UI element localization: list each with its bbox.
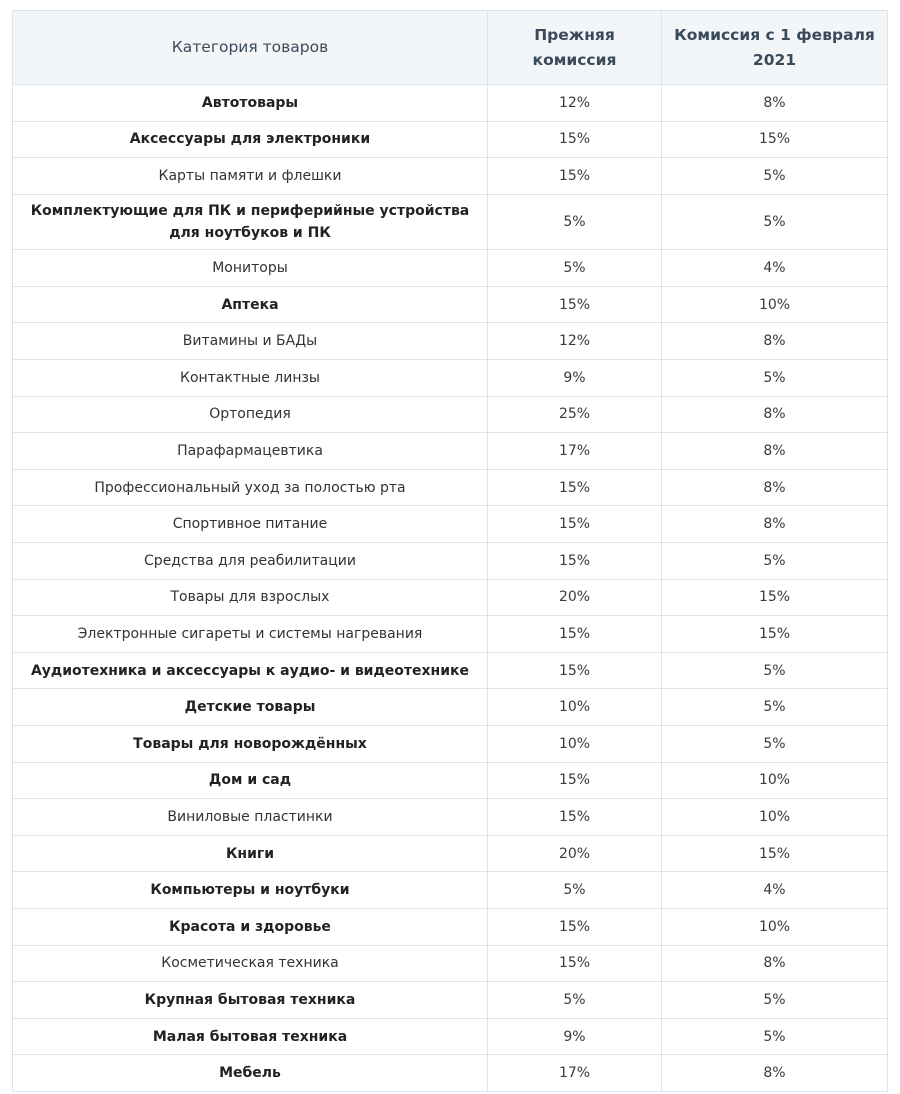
table-row <box>13 396 888 433</box>
table-row <box>13 250 888 287</box>
table-row <box>13 158 888 195</box>
new-commission-cell: 5% <box>662 982 888 1019</box>
table-row <box>13 689 888 726</box>
table-row <box>13 908 888 945</box>
table-row <box>13 872 888 909</box>
category-cell: Крупная бытовая техника <box>13 982 488 1019</box>
table-row <box>13 506 888 543</box>
category-cell: Косметическая техника <box>13 945 488 982</box>
old-commission-cell: 12% <box>488 85 662 122</box>
new-commission-cell: 4% <box>662 250 888 287</box>
old-commission-cell: 9% <box>488 360 662 397</box>
old-commission-cell: 15% <box>488 762 662 799</box>
new-commission-cell: 15% <box>662 835 888 872</box>
new-commission-cell: 5% <box>662 360 888 397</box>
old-commission-cell: 10% <box>488 689 662 726</box>
category-cell: Карты памяти и флешки <box>13 158 488 195</box>
table-row <box>13 579 888 616</box>
category-cell: Товары для новорождённых <box>13 726 488 763</box>
table-row <box>13 799 888 836</box>
category-cell: Автотовары <box>13 85 488 122</box>
category-cell: Товары для взрослых <box>13 579 488 616</box>
old-commission-cell: 12% <box>488 323 662 360</box>
category-cell: Малая бытовая техника <box>13 1018 488 1055</box>
new-commission-cell: 8% <box>662 85 888 122</box>
new-commission-cell: 5% <box>662 1018 888 1055</box>
category-cell: Дом и сад <box>13 762 488 799</box>
category-cell: Витамины и БАДы <box>13 323 488 360</box>
category-cell: Ортопедия <box>13 396 488 433</box>
category-cell: Профессиональный уход за полостью рта <box>13 469 488 506</box>
table-row <box>13 433 888 470</box>
old-commission-cell: 20% <box>488 835 662 872</box>
new-commission-cell: 5% <box>662 543 888 580</box>
table-row <box>13 85 888 122</box>
category-cell: Красота и здоровье <box>13 908 488 945</box>
commission-table <box>12 10 888 1092</box>
category-cell: Компьютеры и ноутбуки <box>13 872 488 909</box>
new-commission-cell: 5% <box>662 652 888 689</box>
table-row <box>13 1018 888 1055</box>
new-commission-cell: 8% <box>662 506 888 543</box>
new-commission-cell: 10% <box>662 762 888 799</box>
old-commission-cell: 5% <box>488 250 662 287</box>
old-commission-cell: 20% <box>488 579 662 616</box>
new-commission-cell: 5% <box>662 726 888 763</box>
table-row <box>13 726 888 763</box>
old-commission-cell: 5% <box>488 194 662 250</box>
table-row <box>13 323 888 360</box>
old-commission-cell: 15% <box>488 616 662 653</box>
old-commission-cell: 9% <box>488 1018 662 1055</box>
table-row <box>13 945 888 982</box>
category-cell: Мониторы <box>13 250 488 287</box>
table-row <box>13 835 888 872</box>
new-commission-cell: 8% <box>662 323 888 360</box>
table-row <box>13 121 888 158</box>
old-commission-cell: 15% <box>488 908 662 945</box>
old-commission-cell: 15% <box>488 158 662 195</box>
table-row <box>13 982 888 1019</box>
category-cell: Спортивное питание <box>13 506 488 543</box>
new-commission-cell: 8% <box>662 396 888 433</box>
new-commission-cell: 10% <box>662 908 888 945</box>
old-commission-cell: 15% <box>488 652 662 689</box>
table-row <box>13 652 888 689</box>
new-commission-cell: 5% <box>662 194 888 250</box>
old-commission-cell: 10% <box>488 726 662 763</box>
header-category: Категория товаров <box>13 11 488 85</box>
category-cell: Книги <box>13 835 488 872</box>
old-commission-cell: 15% <box>488 543 662 580</box>
new-commission-cell: 8% <box>662 433 888 470</box>
new-commission-cell: 4% <box>662 872 888 909</box>
new-commission-cell: 15% <box>662 121 888 158</box>
category-cell: Мебель <box>13 1055 488 1092</box>
table-header <box>13 11 888 85</box>
new-commission-cell: 8% <box>662 469 888 506</box>
old-commission-cell: 25% <box>488 396 662 433</box>
old-commission-cell: 15% <box>488 469 662 506</box>
header-new-commission: Комиссия с 1 февраля 2021 <box>662 11 888 85</box>
table-row <box>13 616 888 653</box>
table-row <box>13 194 888 250</box>
new-commission-cell: 5% <box>662 158 888 195</box>
header-old-commission: Прежняя комиссия <box>488 11 662 85</box>
new-commission-cell: 8% <box>662 1055 888 1092</box>
old-commission-cell: 15% <box>488 799 662 836</box>
category-cell: Парафармацевтика <box>13 433 488 470</box>
table-row <box>13 762 888 799</box>
category-cell: Средства для реабилитации <box>13 543 488 580</box>
table-row <box>13 469 888 506</box>
commission-table-wrapper <box>12 10 887 1092</box>
old-commission-cell: 15% <box>488 506 662 543</box>
table-row <box>13 360 888 397</box>
old-commission-cell: 17% <box>488 1055 662 1092</box>
category-cell: Аудиотехника и аксессуары к аудио- и видеотехнике <box>13 652 488 689</box>
category-cell: Виниловые пластинки <box>13 799 488 836</box>
new-commission-cell: 15% <box>662 616 888 653</box>
category-cell: Электронные сигареты и системы нагревания <box>13 616 488 653</box>
table-row <box>13 1055 888 1092</box>
category-cell: Контактные линзы <box>13 360 488 397</box>
old-commission-cell: 15% <box>488 286 662 323</box>
old-commission-cell: 17% <box>488 433 662 470</box>
category-cell: Комплектующие для ПК и периферийные устройства для ноутбуков и ПК <box>13 194 488 250</box>
old-commission-cell: 5% <box>488 872 662 909</box>
new-commission-cell: 10% <box>662 799 888 836</box>
table-row <box>13 286 888 323</box>
table-row <box>13 543 888 580</box>
table-body <box>13 85 888 1092</box>
old-commission-cell: 15% <box>488 121 662 158</box>
new-commission-cell: 15% <box>662 579 888 616</box>
old-commission-cell: 15% <box>488 945 662 982</box>
category-cell: Аксессуары для электроники <box>13 121 488 158</box>
category-cell: Детские товары <box>13 689 488 726</box>
new-commission-cell: 5% <box>662 689 888 726</box>
old-commission-cell: 5% <box>488 982 662 1019</box>
header-row <box>13 11 888 85</box>
category-cell: Аптека <box>13 286 488 323</box>
new-commission-cell: 8% <box>662 945 888 982</box>
new-commission-cell: 10% <box>662 286 888 323</box>
